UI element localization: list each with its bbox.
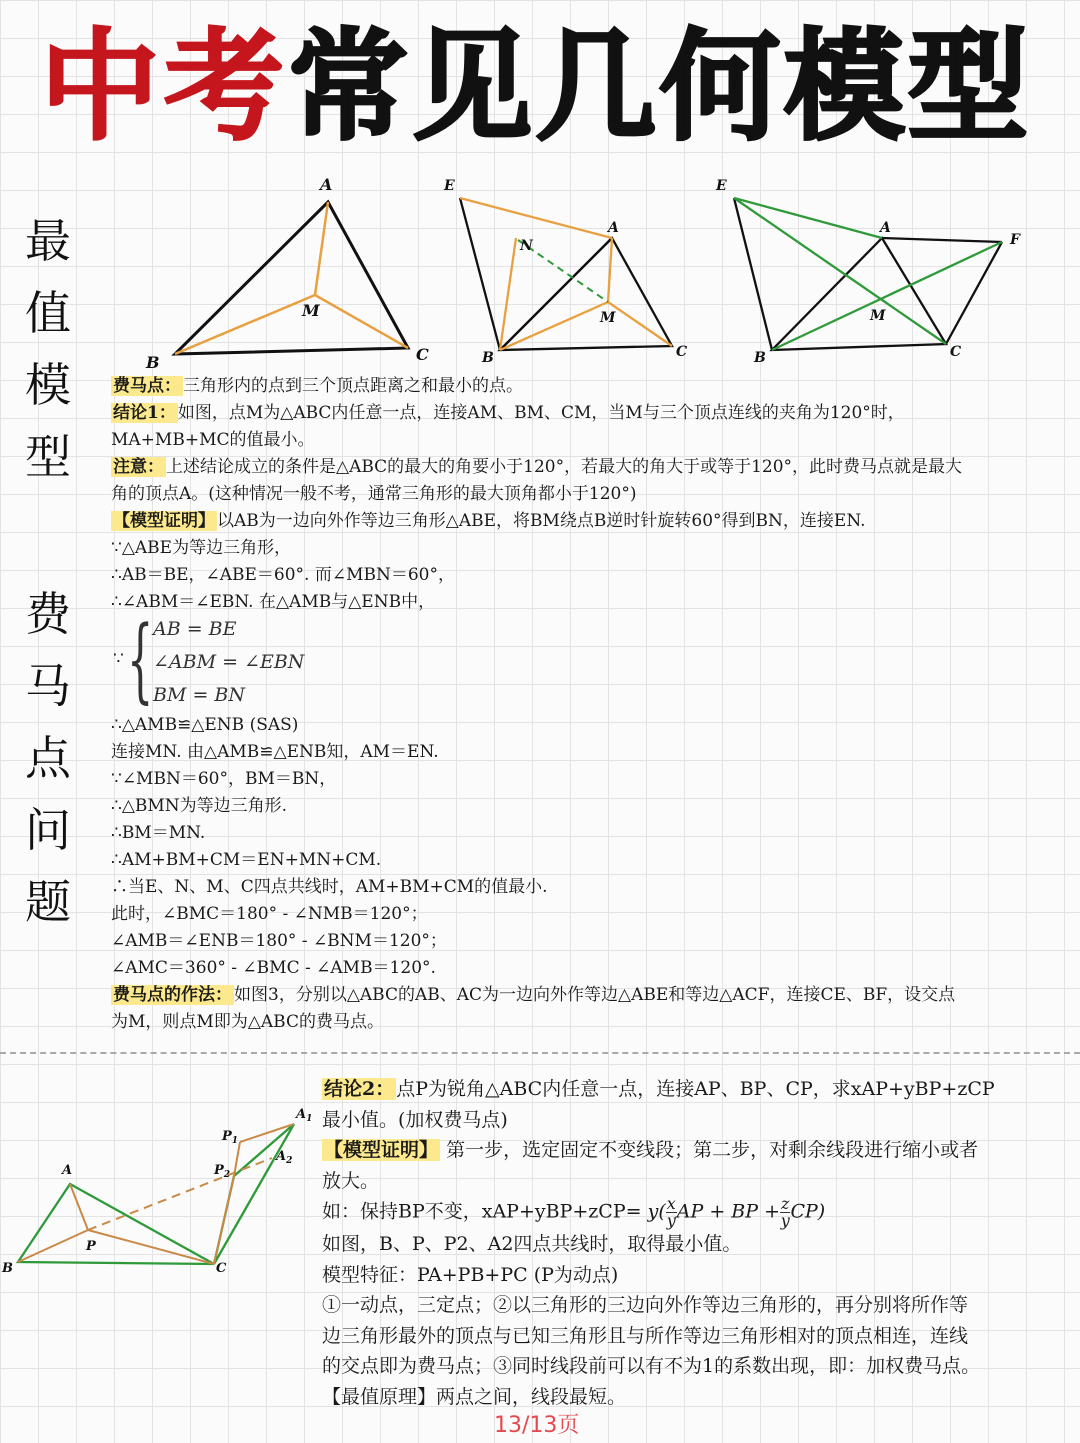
weighted-formula <box>648 1196 826 1229</box>
fig4-a2-base: A <box>276 1149 287 1164</box>
proof-line: ∴AM+BM+CM＝EN+MN+CM. <box>111 850 382 870</box>
text-line <box>322 1074 1072 1105</box>
equation-system <box>113 606 1061 713</box>
side-char: 型 <box>25 430 71 484</box>
fig1-label-c: C <box>416 345 429 364</box>
proof-line: ∴△AMB≌△ENB (SAS) <box>111 715 299 735</box>
proof-line: ∵∠MBN＝60°，BM＝BN， <box>111 769 337 789</box>
proof-label: 【模型证明】 <box>113 511 215 531</box>
proof-2-label: 【模型证明】 <box>324 1139 439 1161</box>
formula-mid: AP + BP + <box>676 1200 780 1223</box>
formula-end: CP) <box>790 1200 826 1223</box>
equation-2: ∠ABM = ∠EBN <box>153 651 305 673</box>
fig2-label-n: N <box>520 238 533 254</box>
title-black: 常见几何模型 <box>288 18 1032 157</box>
fraction-num: x <box>666 1194 676 1213</box>
figure-2 <box>440 168 700 373</box>
fig3-label-f: F <box>1010 232 1020 248</box>
fig2-orange-lines <box>460 198 672 350</box>
fig3-label-m: M <box>870 308 886 324</box>
fig4-a1-sub: 1 <box>306 1114 313 1124</box>
fig4-label-b: B <box>2 1261 13 1276</box>
text-line: 边三角形最外的顶点与已知三角形且与所作等边三角形相对的顶点相连，连线 <box>322 1324 969 1347</box>
section-2-text <box>322 1074 1072 1412</box>
fig3-label-e: E <box>716 178 727 194</box>
proof-line: ∠AMB＝∠ENB＝180° - ∠BNM＝120°； <box>111 931 447 951</box>
keep-text: 如：保持BP不变，xAP+yBP+zCP= <box>322 1200 642 1223</box>
figure-3 <box>710 168 1050 373</box>
fig4-p2-sub: 2 <box>223 1170 231 1180</box>
note-text: 上述结论成立的条件是△ABC的最大的角要小于120°，若最大的角大于或等于120°，此时费马点就是最大 <box>166 457 963 477</box>
because-symbol: ∵ <box>113 649 124 669</box>
fig4-orange-lines <box>18 1124 294 1264</box>
fig4-dashed-line <box>88 1158 272 1230</box>
fig4-label-a: A <box>62 1163 73 1178</box>
text-line: 放大。 <box>322 1169 380 1192</box>
proof-line: ∴∠ABM＝∠EBN. 在△AMB与△ENB中， <box>111 592 436 612</box>
side-char: 费 <box>25 587 71 641</box>
text-line: MA+MB+MC的值最小。 <box>111 430 315 450</box>
formula-line <box>322 1196 1072 1229</box>
side-label-top <box>20 205 76 493</box>
fig3-label-a: A <box>880 220 891 236</box>
side-char: 最 <box>25 214 71 268</box>
fig2-label-c: C <box>676 344 688 360</box>
fig4-a2-sub: 2 <box>286 1156 293 1166</box>
text-line <box>111 454 1061 481</box>
fig1-label-m: M <box>302 301 320 320</box>
text-line: 的交点即为费马点；③同时线段前可以有不为1的系数出现，即：加权费马点。 <box>322 1355 981 1377</box>
proof-line: ∴AB＝BE，∠ABE＝60°. 而∠MBN＝60°， <box>111 565 456 585</box>
fraction-den: y <box>666 1211 676 1230</box>
fig4-label-p2 <box>213 1163 230 1180</box>
equation-1: AB = BE <box>153 618 237 640</box>
side-char: 点 <box>25 731 71 785</box>
fig3-green-lines <box>734 198 1002 350</box>
fig3-label-b: B <box>754 350 766 366</box>
fig3-label-c: C <box>950 344 962 360</box>
text-line <box>111 982 1061 1009</box>
proof-line: ∠AMC＝360° - ∠BMC - ∠AMB＝120°. <box>111 958 436 978</box>
figure-4 <box>0 1100 320 1290</box>
fig2-label-b: B <box>482 350 494 366</box>
equation-3: BM = BN <box>153 684 246 706</box>
text-line <box>111 373 1061 400</box>
text-line <box>111 508 1061 535</box>
side-char: 问 <box>25 803 71 857</box>
brace-icon: { <box>127 606 154 713</box>
text-line: 模型特征：PA+PB+PC (P为动点) <box>322 1263 619 1286</box>
fig4-a1-base: A <box>296 1107 307 1122</box>
text-line: 最小值。(加权费马点) <box>322 1108 508 1131</box>
fraction-den: y <box>780 1211 790 1230</box>
fraction-num: z <box>781 1194 790 1213</box>
fermat-def: 三角形内的点到三个顶点距离之和最小的点。 <box>183 376 523 396</box>
fig2-label-a: A <box>608 220 619 236</box>
side-label-bottom <box>20 578 76 938</box>
fig1-label-a: A <box>320 175 333 194</box>
text-line: 【最值原理】两点之间，线段最短。 <box>322 1385 627 1408</box>
proof-line: ∴当E、N、M、C四点共线时，AM+BM+CM的值最小. <box>111 877 548 897</box>
text-line <box>111 400 1061 427</box>
title-red: 中考 <box>40 18 288 157</box>
text-line: ①一动点，三定点；②以三角形的三边向外作等边三角形的，再分别将所作等 <box>322 1294 969 1316</box>
fig4-p2-base: P <box>214 1163 224 1178</box>
page-title <box>40 18 1050 158</box>
fig2-black-lines <box>460 198 672 350</box>
conclusion-2-text: 点P为锐角△ABC内任意一点，连接AP、BP、CP，求xAP+yBP+zCP <box>396 1078 995 1100</box>
conclusion-1-text: 如图，点M为△ABC内任意一点，连接AM、BM、CM，当M与三个顶点连线的夹角为120°时， <box>177 403 905 423</box>
text-line: 角的顶点A。(这种情况一般不考，通常三角形的最大顶角都小于120°) <box>111 484 637 504</box>
fig4-label-p1 <box>221 1129 238 1146</box>
fig3-black-lines <box>734 198 1002 350</box>
text-line: 如图，B、P、P2、A2四点共线时，取得最小值。 <box>322 1233 742 1255</box>
conclusion-1-label: 结论1： <box>113 403 176 423</box>
side-char: 马 <box>25 659 71 713</box>
formula-y: y( <box>647 1200 666 1223</box>
fig4-label-c: C <box>216 1261 227 1276</box>
text-line <box>322 1135 1072 1166</box>
method-text: 如图3，分别以△ABC的AB、AC为一边向外作等边△ABE和等边△ACF，连接CE、BF，设交点 <box>234 985 956 1005</box>
side-char: 值 <box>25 286 71 340</box>
text-line: 为M，则点M即为△ABC的费马点。 <box>111 1012 384 1032</box>
fig2-label-e: E <box>444 178 455 194</box>
fig4-label-p: P <box>86 1239 96 1254</box>
proof-line: ∵△ABE为等边三角形， <box>111 538 292 558</box>
figure-1 <box>140 168 440 373</box>
fig4-label-a1 <box>294 1107 312 1124</box>
fig1-label-b: B <box>146 353 160 372</box>
section-divider <box>0 1052 1080 1054</box>
fermat-label: 费马点： <box>113 376 181 396</box>
proof-line: ∴BM＝MN. <box>111 823 206 843</box>
page-number: 13/13页 <box>494 1413 580 1438</box>
proof-text: 以AB为一边向外作等边三角形△ABE，将BM绕点B逆时针旋转60°得到BN，连接EN. <box>217 511 866 531</box>
fraction-z-y <box>780 1196 790 1229</box>
fig1-triangle <box>175 202 408 354</box>
conclusion-2-label: 结论2： <box>324 1078 395 1100</box>
side-char: 模 <box>25 358 71 412</box>
proof-2-text: 第一步，选定固定不变线段；第二步，对剩余线段进行缩小或者 <box>446 1139 979 1161</box>
fig4-label-a2 <box>274 1149 292 1166</box>
fraction-x-y <box>666 1196 677 1229</box>
proof-line: 连接MN. 由△AMB≌△ENB知，AM＝EN. <box>111 742 439 762</box>
fig1-orange-lines <box>175 202 408 354</box>
note-label: 注意： <box>113 457 164 477</box>
section-1-text <box>111 373 1061 1036</box>
fig4-p1-base: P <box>222 1129 232 1144</box>
proof-line: 此时，∠BMC＝180° - ∠NMB＝120°； <box>111 904 428 924</box>
fig2-label-m: M <box>600 310 616 326</box>
method-label: 费马点的作法： <box>113 985 232 1005</box>
proof-line: ∴△BMN为等边三角形. <box>111 796 288 816</box>
fig4-p1-sub: 1 <box>231 1136 239 1146</box>
side-char: 题 <box>25 875 71 929</box>
